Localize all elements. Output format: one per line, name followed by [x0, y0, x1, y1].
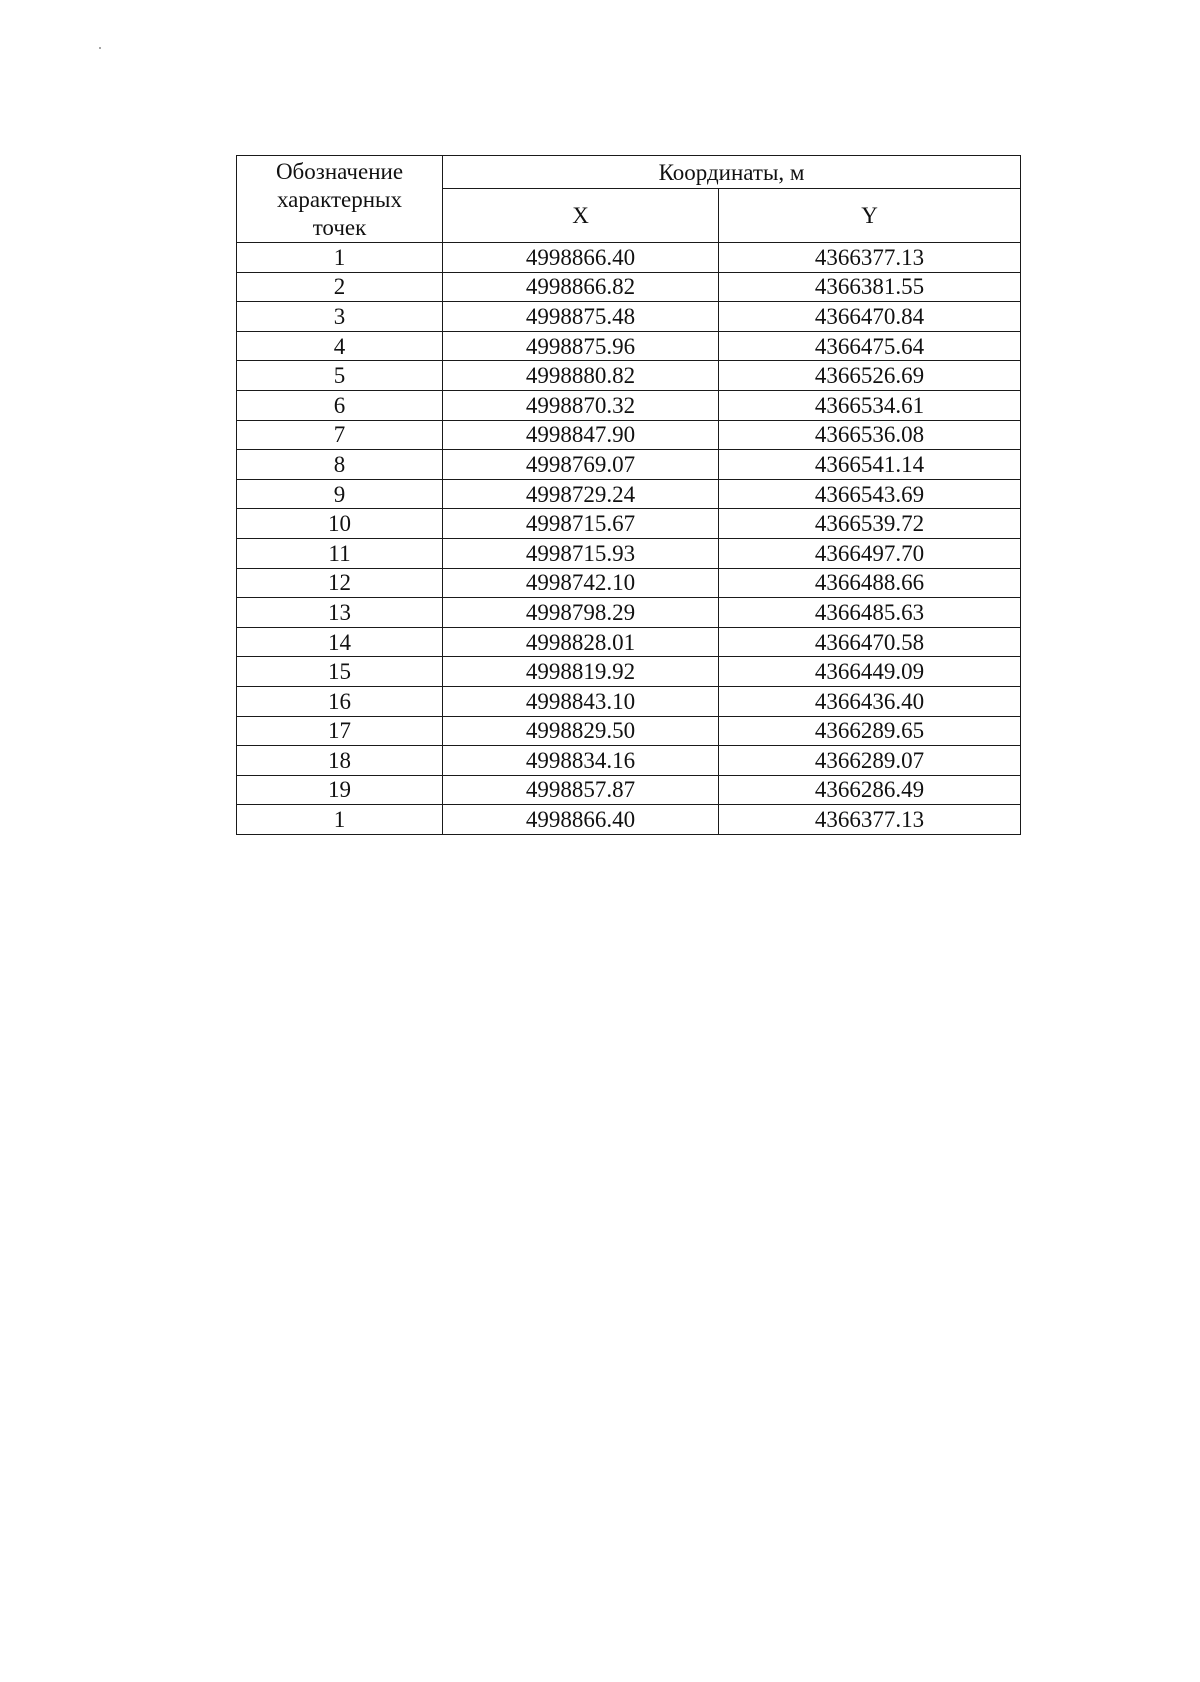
x-coordinate-cell: 4998866.40 [443, 243, 719, 273]
x-coordinate-cell: 4998875.48 [443, 302, 719, 332]
point-cell: 1 [237, 805, 443, 835]
point-cell: 17 [237, 716, 443, 746]
x-coordinate-cell: 4998828.01 [443, 627, 719, 657]
point-label-line2: характерных [276, 187, 402, 212]
x-coordinate-cell: 4998880.82 [443, 361, 719, 391]
x-coordinate-cell: 4998819.92 [443, 657, 719, 687]
table-row [237, 420, 1021, 450]
point-cell: 16 [237, 686, 443, 716]
header-row-top [237, 156, 1021, 189]
y-column-header: Y [719, 189, 1021, 243]
y-coordinate-cell: 4366526.69 [719, 361, 1021, 391]
table-row [237, 331, 1021, 361]
x-coordinate-cell: 4998843.10 [443, 686, 719, 716]
y-coordinate-cell: 4366485.63 [719, 598, 1021, 628]
x-coordinate-cell: 4998870.32 [443, 390, 719, 420]
y-coordinate-cell: 4366289.65 [719, 716, 1021, 746]
y-coordinate-cell: 4366470.84 [719, 302, 1021, 332]
y-coordinate-cell: 4366377.13 [719, 243, 1021, 273]
table-header [237, 156, 1021, 243]
point-label-line1: Обозначение [275, 159, 404, 184]
table-row [237, 243, 1021, 273]
x-coordinate-cell: 4998715.93 [443, 538, 719, 568]
y-coordinate-cell: 4366488.66 [719, 568, 1021, 598]
point-cell: 9 [237, 479, 443, 509]
table-row [237, 716, 1021, 746]
point-cell: 11 [237, 538, 443, 568]
y-coordinate-cell: 4366289.07 [719, 746, 1021, 776]
table-row [237, 479, 1021, 509]
y-coordinate-cell: 4366534.61 [719, 390, 1021, 420]
y-coordinate-cell: 4366475.64 [719, 331, 1021, 361]
point-cell: 19 [237, 775, 443, 805]
table-row [237, 775, 1021, 805]
table-row [237, 657, 1021, 687]
table-row [237, 686, 1021, 716]
table-row [237, 390, 1021, 420]
table-row [237, 598, 1021, 628]
y-coordinate-cell: 4366449.09 [719, 657, 1021, 687]
x-coordinate-cell: 4998729.24 [443, 479, 719, 509]
x-coordinate-cell: 4998715.67 [443, 509, 719, 539]
x-coordinate-cell: 4998847.90 [443, 420, 719, 450]
point-cell: 14 [237, 627, 443, 657]
coordinates-header: Координаты, м [443, 156, 1021, 189]
table-row [237, 302, 1021, 332]
x-coordinate-cell: 4998857.87 [443, 775, 719, 805]
y-coordinate-cell: 4366497.70 [719, 538, 1021, 568]
y-coordinate-cell: 4366436.40 [719, 686, 1021, 716]
table-row [237, 627, 1021, 657]
table-row [237, 805, 1021, 835]
point-cell: 2 [237, 272, 443, 302]
y-coordinate-cell: 4366543.69 [719, 479, 1021, 509]
x-coordinate-cell: 4998829.50 [443, 716, 719, 746]
x-coordinate-cell: 4998798.29 [443, 598, 719, 628]
y-coordinate-cell: 4366536.08 [719, 420, 1021, 450]
point-cell: 3 [237, 302, 443, 332]
point-cell: 4 [237, 331, 443, 361]
point-cell: 18 [237, 746, 443, 776]
table-row [237, 361, 1021, 391]
y-coordinate-cell: 4366286.49 [719, 775, 1021, 805]
coordinates-table [236, 155, 1021, 835]
point-cell: 13 [237, 598, 443, 628]
table-row [237, 538, 1021, 568]
y-coordinate-cell: 4366541.14 [719, 450, 1021, 480]
x-column-header: X [443, 189, 719, 243]
table-row [237, 746, 1021, 776]
y-coordinate-cell: 4366377.13 [719, 805, 1021, 835]
point-cell: 8 [237, 450, 443, 480]
point-cell: 10 [237, 509, 443, 539]
point-cell: 1 [237, 243, 443, 273]
table-row [237, 450, 1021, 480]
x-coordinate-cell: 4998742.10 [443, 568, 719, 598]
point-cell: 7 [237, 420, 443, 450]
y-coordinate-cell: 4366539.72 [719, 509, 1021, 539]
x-coordinate-cell: 4998866.40 [443, 805, 719, 835]
point-designation-header [237, 156, 443, 243]
table-row [237, 568, 1021, 598]
point-cell: 5 [237, 361, 443, 391]
x-coordinate-cell: 4998769.07 [443, 450, 719, 480]
x-coordinate-cell: 4998875.96 [443, 331, 719, 361]
point-cell: 12 [237, 568, 443, 598]
y-coordinate-cell: 4366381.55 [719, 272, 1021, 302]
table-body [237, 243, 1021, 835]
point-cell: 6 [237, 390, 443, 420]
scan-speck [99, 47, 101, 49]
x-coordinate-cell: 4998834.16 [443, 746, 719, 776]
x-coordinate-cell: 4998866.82 [443, 272, 719, 302]
y-coordinate-cell: 4366470.58 [719, 627, 1021, 657]
table-row [237, 509, 1021, 539]
table-row [237, 272, 1021, 302]
point-cell: 15 [237, 657, 443, 687]
point-label-line3: точек [312, 215, 367, 240]
